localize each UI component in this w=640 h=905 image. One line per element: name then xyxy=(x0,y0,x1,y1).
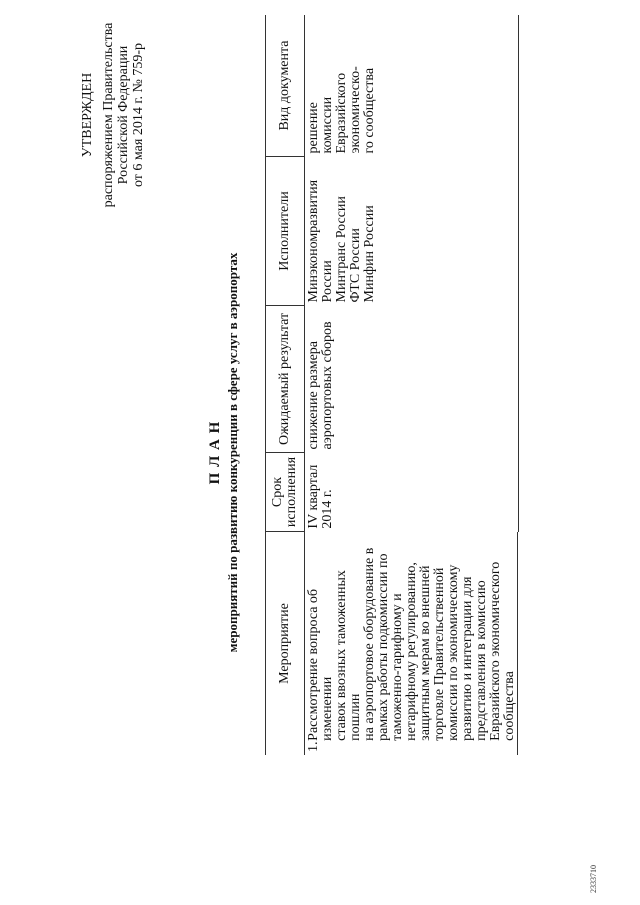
approval-line: распоряжением Правительства xyxy=(101,22,116,208)
event-cell xyxy=(305,532,518,755)
plan-title: П Л А Н xyxy=(207,420,223,485)
doc-type-cell: решение комиссии Евразийского экономическо- го сообщества xyxy=(305,15,519,157)
executors-cell: Минэкономразвития России Минтранс России ФТС России Минфин России xyxy=(305,157,519,306)
plan-table xyxy=(265,15,519,755)
approval-title: УТВЕРЖДЕН xyxy=(80,72,95,158)
result-cell: снижение размера аэропортовых сборов xyxy=(305,305,519,452)
row-number: 1. xyxy=(306,741,321,752)
event-text: Рассмотрение вопроса об изменении ставок ввозных таможенных пошлин на аэропортовое оборудование в рамках работы подкомиссии по таможенно-тарифному и нетарифному регулированию, защитным мерам во внешней торговле Правительственной комиссии по экономическому развитию и интеграции для представления в комиссию Евразийского экономического сообщества xyxy=(306,547,517,741)
header-event: Мероприятие xyxy=(266,532,305,755)
header-executors: Исполнители xyxy=(266,157,305,306)
header-doc-type: Вид документа xyxy=(266,15,305,157)
header-result: Ожидаемый результат xyxy=(266,305,305,452)
table-row xyxy=(305,15,519,755)
approval-line: Российской Федерации xyxy=(116,45,131,185)
deadline-cell: IV квартал 2014 г. xyxy=(305,452,519,531)
approval-block xyxy=(0,0,200,230)
table-header-row xyxy=(266,15,305,755)
header-deadline: Срок исполнения xyxy=(266,452,305,531)
document-code: 2333710 xyxy=(589,865,598,893)
approval-date: от 6 мая 2014 г. № 759-р xyxy=(131,42,146,188)
plan-subtitle: мероприятий по развитию конкуренции в сфере услуг в аэропортах xyxy=(225,252,240,653)
